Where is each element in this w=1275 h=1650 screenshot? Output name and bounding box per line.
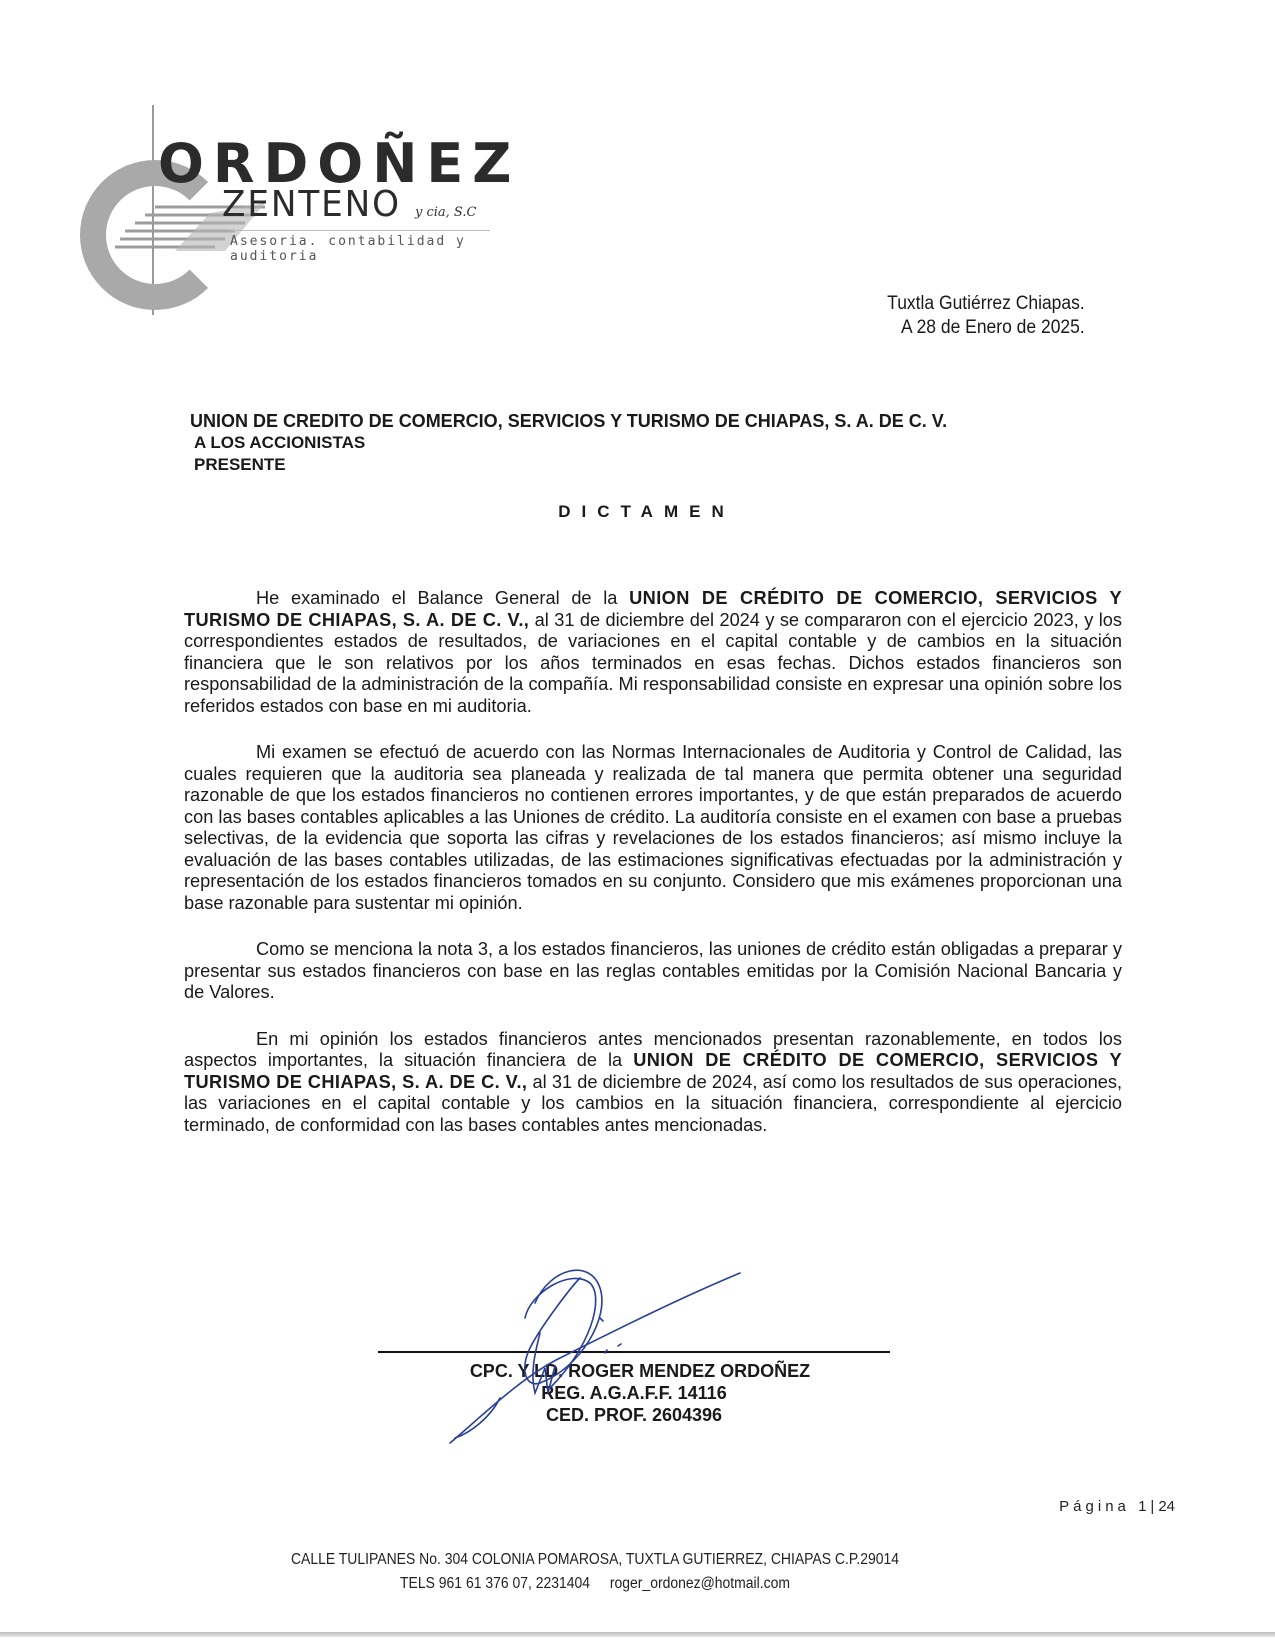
paragraph-4-text-c: al 31 de diciembre de 2024, así como los resultados de sus operaciones, las variaciones en el capital contable y los cambios en la situación financiera, correspondiente al ejercicio terminado, de conformidad con las bases contables antes mencionadas. [184, 1071, 1122, 1135]
place-text: Tuxtla Gutiérrez Chiapas. [887, 293, 1085, 314]
paragraph-4-text-a: En mi opinión los estados financieros antes mencionados presentan razonablemente, en todos los aspectos importantes, la situación financiera de la [184, 1028, 1122, 1070]
document-title: DICTAMEN [558, 502, 735, 521]
footer-address: CALLE TULIPANES No. 304 COLONIA POMAROSA, TUXTLA GUTIERREZ, CHIAPAS C.P.29014 [290, 1551, 900, 1568]
scan-page-edge [0, 1632, 1275, 1637]
date-text: A 28 de Enero de 2025. [901, 317, 1085, 338]
paragraph-1 [184, 588, 1122, 717]
place-date-block [887, 292, 1085, 340]
addressee-block [190, 410, 947, 476]
footer-email: roger_ordonez@hotmail.com [609, 1575, 790, 1592]
signature-line [378, 1351, 890, 1353]
page-current: 1 [1138, 1498, 1151, 1515]
addressee-presente: PRESENTE [194, 455, 286, 474]
signer-block [378, 1360, 890, 1426]
page-number [1059, 1498, 1175, 1515]
paragraph-4 [184, 1029, 1122, 1137]
page-separator: | [1150, 1498, 1159, 1515]
footer-phones: TELS 961 61 376 07, 2231404 [400, 1575, 591, 1592]
paragraph-1-company: UNION DE CRÉDITO DE COMERCIO, SERVICIOS Y TURISMO DE CHIAPAS, S. A. DE C. V., [184, 588, 1122, 630]
logo-text-zenteno: ZENTENO [222, 184, 401, 225]
footer-contact-line [240, 1572, 951, 1596]
logo-text-ordonez: ORDOÑEZ [158, 132, 521, 195]
signer-registration: REG. A.G.A.F.F. 14116 [541, 1383, 727, 1403]
paragraph-1-text-c: al 31 de diciembre del 2024 y se compararon con el ejercicio 2023, y los correspondientes estados de resultados, de variaciones en el capital contable y de cambios en la situación financiera que le son relativos por los años terminados en esas fechas. Dichos estados financieros son responsabilidad de la administración de la compañía. Mi responsabilidad consiste en expresar una opinión sobre los referidos estados con base en mi auditoria. [184, 609, 1122, 716]
addressee-company: UNION DE CREDITO DE COMERCIO, SERVICIOS Y TURISMO DE CHIAPAS, S. A. DE C. V. [190, 411, 948, 431]
paragraph-1-text-a: He examinado el Balance General de la [256, 588, 630, 608]
signer-name: CPC. Y LD. ROGER MENDEZ ORDOÑEZ [469, 1361, 811, 1381]
logo-tagline: Asesoria. contabilidad y auditoria [230, 230, 490, 264]
paragraph-3: Como se menciona la nota 3, a los estados financieros, las uniones de crédito están obligadas a preparar y presentar sus estados financieros con base en las reglas contables emitidas por la Comisión Nacional Bancaria y de Valores. [184, 939, 1122, 1002]
page-label: Página [1059, 1498, 1130, 1515]
page-total: 24 [1158, 1498, 1175, 1515]
paragraph-4-company: UNION DE CRÉDITO DE COMERCIO, SERVICIOS Y TURISMO DE CHIAPAS, S. A. DE C. V., [184, 1050, 1122, 1092]
signer-cedula: CED. PROF. 2604396 [545, 1405, 723, 1425]
footer-contact [240, 1548, 951, 1596]
company-logo [60, 105, 521, 320]
logo-text-suffix: y cia, S.C [415, 205, 477, 220]
addressee-recipient: A LOS ACCIONISTAS [194, 433, 366, 452]
document-body [184, 588, 1122, 1161]
paragraph-2: Mi examen se efectuó de acuerdo con las Normas Internacionales de Auditoria y Control de Calidad, las cuales requieren que la auditoria sea planeada y realizada de tal manera que permita obtener una seguridad razonable de que los estados financieros no contienen errores importantes, y de que están preparados de acuerdo con las bases contables aplicables a las Uniones de crédito. La auditoría consiste en el examen con base a pruebas selectivas, de la evidencia que soporta las cifras y revelaciones de los estados financieros; así mismo incluye la evaluación de las bases contables utilizadas, de las estimaciones significativas efectuadas por la administración y representación de los estados financieros tomados en su conjunto. Considero que mis exámenes proporcionan una base razonable para sustentar mi opinión. [184, 742, 1122, 913]
